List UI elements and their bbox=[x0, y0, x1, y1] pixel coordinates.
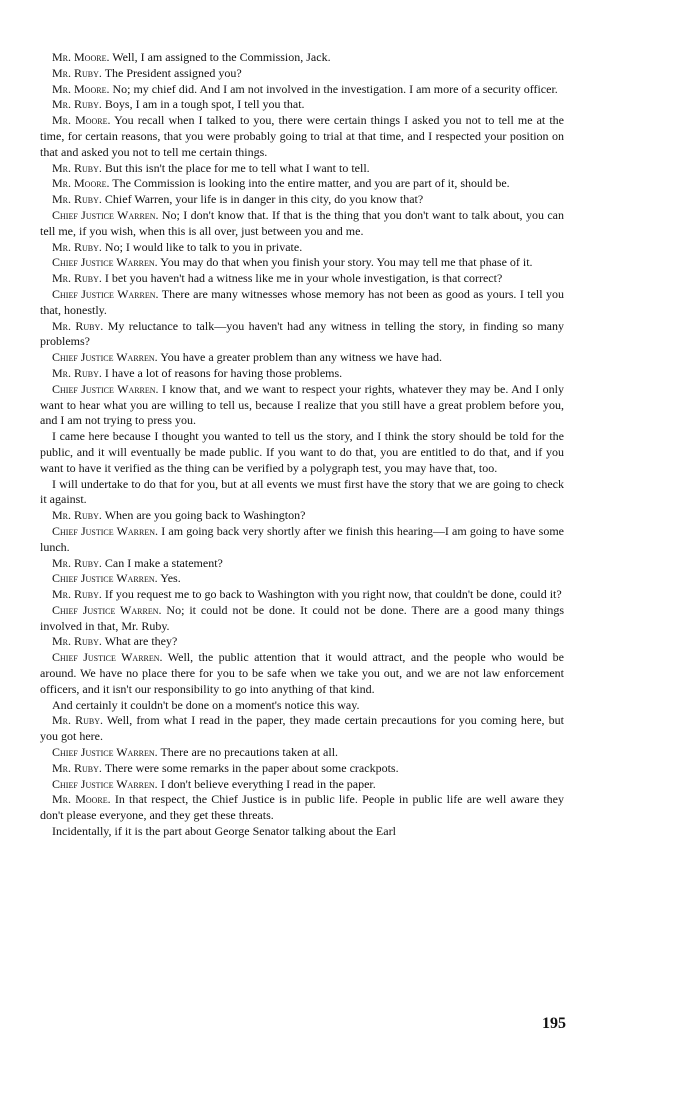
speaker-name: Mr. Ruby. bbox=[52, 760, 102, 775]
speaker-name: Mr. Ruby. bbox=[52, 634, 102, 649]
transcript-paragraph bbox=[40, 556, 564, 572]
transcript-paragraph bbox=[40, 824, 564, 840]
speech-text: My reluctance to talk—you haven't had any witness in telling the story, in finding so many problems? bbox=[40, 318, 564, 349]
speech-text: In that respect, the Chief Justice is in public life. People in public life are well aware they don't please everyone, and they get these threats. bbox=[40, 792, 565, 823]
transcript-paragraph bbox=[40, 382, 564, 429]
transcript-body bbox=[40, 50, 564, 840]
transcript-paragraph bbox=[40, 745, 564, 761]
speaker-name: Chief Justice Warren. bbox=[52, 350, 158, 365]
transcript-paragraph bbox=[40, 208, 564, 240]
transcript-paragraph bbox=[40, 82, 564, 98]
transcript-paragraph bbox=[40, 634, 564, 650]
speech-text: There were some remarks in the paper about some crackpots. bbox=[101, 760, 399, 775]
speaker-name: Mr. Ruby. bbox=[52, 587, 102, 602]
speaker-name: Chief Justice Warren. bbox=[52, 207, 159, 222]
transcript-paragraph bbox=[40, 66, 564, 82]
transcript-paragraph bbox=[40, 176, 564, 192]
transcript-paragraph bbox=[40, 761, 564, 777]
speaker-name: Mr. Moore. bbox=[52, 792, 111, 807]
transcript-paragraph bbox=[40, 271, 564, 287]
speech-text: I know that, and we want to respect your rights, whatever they may be. And I only want to hear what you are willing to tell us, because I realize that you still have a great problem before you, and I am not trying to press you. bbox=[40, 381, 564, 428]
speech-text: Boys, I am in a tough spot, I tell you that. bbox=[101, 97, 305, 112]
speech-text: Incidentally, if it is the part about George Senator talking about the Earl bbox=[52, 824, 396, 839]
transcript-paragraph bbox=[40, 113, 564, 160]
speech-text: Well, the public attention that it would attract, and the people who would be around. We have no place there for you to be safe when we take you out, and we are not law enforcement officers, and it isn't our responsibility to go into anything of that kind. bbox=[40, 650, 564, 696]
speech-text: No; it could not be done. It could not be done. There are a good many things involved in that, Mr. Ruby. bbox=[40, 602, 564, 633]
speech-text: No; my chief did. And I am not involved in the investigation. I am more of a security officer. bbox=[109, 81, 558, 96]
speech-text: I don't believe everything I read in the paper. bbox=[157, 776, 376, 791]
transcript-paragraph bbox=[40, 50, 564, 66]
transcript-paragraph bbox=[40, 350, 564, 366]
transcript-paragraph bbox=[40, 524, 564, 556]
transcript-paragraph bbox=[40, 366, 564, 382]
speaker-name: Chief Justice Warren. bbox=[52, 381, 159, 396]
page-number: 195 bbox=[542, 1015, 566, 1032]
speech-text: You have a greater problem than any witness we have had. bbox=[157, 350, 442, 365]
speech-text: I will undertake to do that for you, but at all events we must first have the story that we are going to check it against. bbox=[40, 476, 564, 507]
speech-text: There are no precautions taken at all. bbox=[157, 745, 339, 760]
speaker-name: Chief Justice Warren. bbox=[52, 571, 158, 586]
speech-text: Well, I am assigned to the Commission, Jack. bbox=[109, 50, 331, 64]
speaker-name: Mr. Ruby. bbox=[52, 97, 102, 112]
speaker-name: Chief Justice Warren. bbox=[52, 286, 159, 301]
transcript-paragraph bbox=[40, 508, 564, 524]
transcript-paragraph bbox=[40, 161, 564, 177]
speech-text: The Commission is looking into the entire matter, and you are part of it, should be. bbox=[109, 176, 510, 191]
speaker-name: Chief Justice Warren. bbox=[52, 602, 162, 617]
speech-text: Can I make a statement? bbox=[101, 555, 223, 570]
speaker-name: Chief Justice Warren. bbox=[52, 523, 159, 538]
transcript-paragraph bbox=[40, 255, 564, 271]
speech-text: You recall when I talked to you, there were certain things I asked you not to tell me at the time, for certain reasons, that you were probably going to trial at that time, and I respected your position on that and asked you not to tell me certain things. bbox=[40, 113, 565, 159]
transcript-paragraph bbox=[40, 97, 564, 113]
speaker-name: Chief Justice Warren. bbox=[52, 650, 163, 665]
speaker-name: Mr. Ruby. bbox=[52, 555, 102, 570]
speech-text: I came here because I thought you wanted to tell us the story, and I think the story should be told for the public, and it will eventually be made public. If you want to do that, you are entitled to do that, and if you want to have it verified as the thing can be verified by a polygraph test, you may have that, too. bbox=[40, 429, 564, 475]
transcript-paragraph bbox=[40, 713, 564, 745]
speech-text: I bet you haven't had a witness like me in your whole investigation, is that correct? bbox=[101, 271, 503, 286]
transcript-paragraph bbox=[40, 792, 564, 824]
transcript-paragraph bbox=[40, 571, 564, 587]
speech-text: No; I don't know that. If that is the thing that you don't want to talk about, you can tell me, if you wish, when this is all over, just between you and me. bbox=[40, 207, 564, 238]
speaker-name: Mr. Ruby. bbox=[52, 160, 102, 175]
transcript-paragraph bbox=[40, 429, 564, 476]
speaker-name: Mr. Ruby. bbox=[52, 713, 104, 728]
transcript-paragraph bbox=[40, 192, 564, 208]
speech-text: But this isn't the place for me to tell what I want to tell. bbox=[101, 160, 370, 175]
speaker-name: Mr. Ruby. bbox=[52, 65, 102, 80]
transcript-paragraph bbox=[40, 319, 564, 351]
speech-text: I am going back very shortly after we finish this hearing—I am going to have some lunch. bbox=[40, 523, 564, 554]
speaker-name: Mr. Moore. bbox=[52, 50, 110, 64]
speaker-name: Chief Justice Warren. bbox=[52, 776, 158, 791]
speaker-name: Mr. Ruby. bbox=[52, 239, 102, 254]
transcript-paragraph bbox=[40, 287, 564, 319]
speaker-name: Mr. Ruby. bbox=[52, 508, 102, 523]
transcript-paragraph bbox=[40, 698, 564, 714]
speaker-name: Mr. Moore. bbox=[52, 113, 111, 128]
speech-text: No; I would like to talk to you in private. bbox=[101, 239, 303, 254]
transcript-paragraph bbox=[40, 650, 564, 697]
speech-text: What are they? bbox=[101, 634, 178, 649]
speech-text: And certainly it couldn't be done on a moment's notice this way. bbox=[52, 697, 360, 712]
speaker-name: Mr. Moore. bbox=[52, 81, 110, 96]
transcript-paragraph bbox=[40, 240, 564, 256]
speech-text: Yes. bbox=[157, 571, 181, 586]
speaker-name: Mr. Ruby. bbox=[52, 192, 102, 207]
speaker-name: Mr. Ruby. bbox=[52, 271, 102, 286]
speech-text: Chief Warren, your life is in danger in this city, do you know that? bbox=[101, 192, 424, 207]
speech-text: The President assigned you? bbox=[101, 65, 242, 80]
transcript-paragraph bbox=[40, 477, 564, 509]
transcript-paragraph bbox=[40, 587, 564, 603]
speech-text: I have a lot of reasons for having those problems. bbox=[101, 365, 343, 380]
transcript-paragraph bbox=[40, 777, 564, 793]
transcript-paragraph bbox=[40, 603, 564, 635]
speaker-name: Mr. Ruby. bbox=[52, 318, 104, 333]
speaker-name: Mr. Moore. bbox=[52, 176, 110, 191]
speech-text: If you request me to go back to Washington with you right now, that couldn't be done, could it? bbox=[101, 587, 562, 602]
speech-text: Well, from what I read in the paper, they made certain precautions for you coming here, but you got here. bbox=[40, 713, 565, 744]
speech-text: You may do that when you finish your story. You may tell me that phase of it. bbox=[157, 255, 533, 270]
speech-text: There are many witnesses whose memory has not been as good as yours. I tell you that, honestly. bbox=[40, 286, 564, 317]
speaker-name: Chief Justice Warren. bbox=[52, 745, 158, 760]
speech-text: When are you going back to Washington? bbox=[101, 508, 306, 523]
speaker-name: Chief Justice Warren. bbox=[52, 255, 158, 270]
speaker-name: Mr. Ruby. bbox=[52, 365, 102, 380]
